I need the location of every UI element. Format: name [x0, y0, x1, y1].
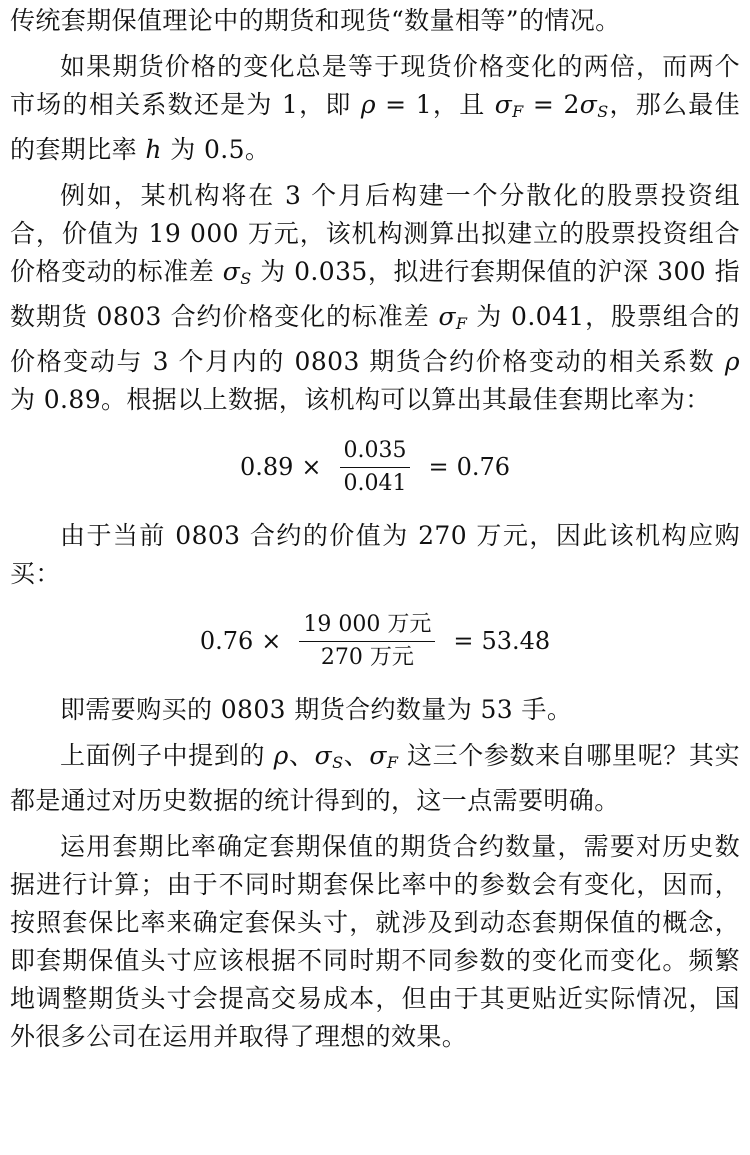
sigma-symbol: σ: [222, 257, 241, 286]
sigma-symbol: σ: [494, 90, 513, 119]
formula-1-left: 0.89: [239, 453, 294, 481]
paragraph-0-text: 传统套期保值理论中的期货和现货“数量相等”的情况。: [10, 6, 621, 35]
paragraph-0: [10, 2, 740, 40]
document-page: [10, 0, 740, 1064]
paragraph-1-text-a: 如果期货价格的变化总是等于现货价格变化的两倍，而两个市场的相关系数还是为 1，即: [10, 52, 740, 119]
rho-symbol: ρ: [724, 347, 740, 376]
paragraph-1: [10, 48, 740, 169]
paragraph-3-text: 由于当前 0803 合约的价值为 270 万元，因此该机构应购买：: [10, 521, 740, 588]
formula-2-left: 0.76: [199, 627, 254, 655]
sigma-symbol: σ: [579, 90, 598, 119]
paragraph-1-text-e: 为 0.5。: [161, 135, 271, 164]
sigma-symbol: σ: [438, 302, 456, 331]
subscript-s: S: [240, 269, 252, 288]
formula-1-denominator: 0.041: [343, 470, 407, 496]
paragraph-1-text-b: = 1，且: [375, 90, 495, 119]
formula-2-numerator: 19 000 万元: [299, 611, 435, 642]
subscript-f: F: [455, 314, 468, 333]
paragraph-2-text-b: 为 0.035，拟进行套期保值的沪深 300 指数期货 0803 合约价格变化的标准差: [10, 257, 740, 331]
formula-2-fraction: [299, 611, 435, 672]
paragraph-6: [10, 828, 740, 1056]
paragraph-2-text-d: 为 0.89。根据以上数据，该机构可以算出其最佳套期比率为：: [10, 385, 711, 414]
paragraph-4: [10, 691, 740, 729]
subscript-s: S: [597, 102, 609, 121]
rho-symbol: ρ: [360, 90, 376, 119]
subscript-f: F: [512, 102, 524, 121]
formula-1-fraction: [340, 437, 411, 498]
rho-symbol: ρ: [273, 741, 289, 770]
h-symbol: h: [145, 135, 162, 164]
formula-2-result: 53.48: [481, 627, 551, 655]
formula-1-numerator: 0.035: [340, 437, 411, 468]
sigma-symbol: σ: [369, 741, 387, 770]
paragraph-1-text-d: ，那么最佳的套期比率: [10, 90, 740, 164]
subscript-f: F: [386, 753, 399, 772]
formula-1-times: ×: [301, 453, 322, 481]
paragraph-3: [10, 517, 740, 593]
formula-1-result: 0.76: [456, 453, 511, 481]
paragraph-5: [10, 737, 740, 820]
paragraph-5-separator: 、: [288, 741, 315, 770]
paragraph-2-text-c: 为 0.041，股票组合的价格变动与 3 个月内的 0803 期货合约价格变动的相关系数: [10, 302, 740, 376]
paragraph-5-text-a: 上面例子中提到的: [60, 741, 274, 770]
formula-1-equals: =: [428, 453, 449, 481]
paragraph-5-separator: 、: [343, 741, 370, 770]
formula-2-times: ×: [261, 627, 282, 655]
paragraph-2: [10, 177, 740, 419]
paragraph-5-text-b: 这三个参数来自哪里呢？其实都是通过对历史数据的统计得到的，这一点需要明确。: [10, 741, 740, 815]
paragraph-6-text: 运用套期比率确定套期保值的期货合约数量，需要对历史数据进行计算；由于不同时期套保比率中的参数会有变化，因而，按照套保比率来确定套保头寸，就涉及到动态套期保值的概念，即套期保值头寸应该根据不同时期不同参数的变化而变化。频繁地调整期货头寸会提高交易成本，但由于其更贴近实际情况，国外很多公司在运用并取得了理想的效果。: [10, 832, 740, 1051]
formula-2-denominator: 270 万元: [320, 644, 414, 670]
paragraph-2-text-a: 例如，某机构将在 3 个月后构建一个分散化的股票投资组合，价值为 19 000 万元，该机构测算出拟建立的股票投资组合价格变动的标准差: [10, 181, 740, 286]
formula-contract-count: [10, 611, 740, 671]
sigma-symbol: σ: [314, 741, 333, 770]
paragraph-1-text-c: = 2: [523, 90, 580, 119]
subscript-s: S: [332, 753, 344, 772]
formula-2-equals: =: [453, 627, 474, 655]
formula-hedge-ratio: [10, 437, 740, 497]
paragraph-4-text: 即需要购买的 0803 期货合约数量为 53 手。: [60, 695, 573, 724]
